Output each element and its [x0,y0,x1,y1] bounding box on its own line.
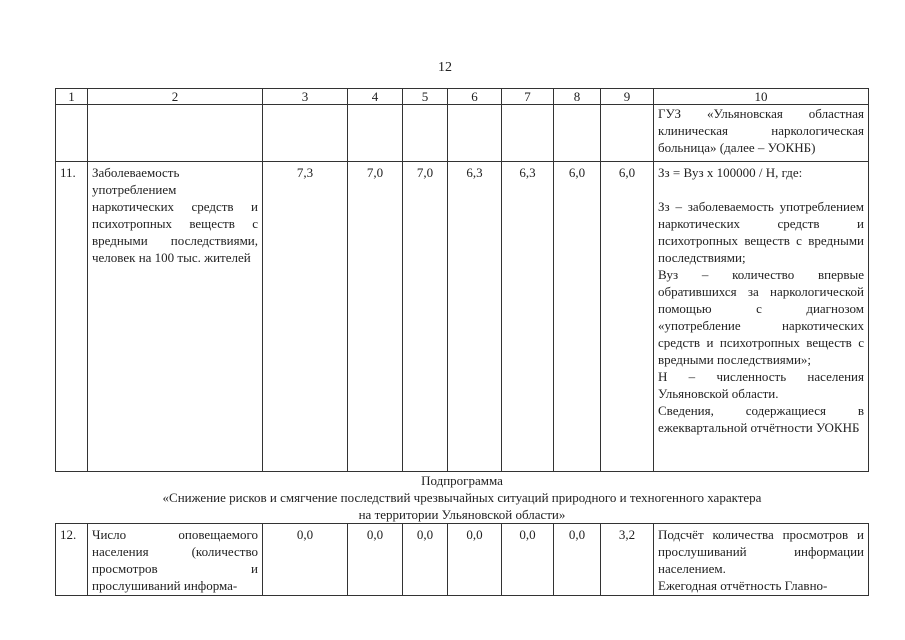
method-cell [654,162,869,472]
header-cell: 9 [601,89,654,105]
header-cell: 10 [654,89,869,105]
formula-desc: Зз – заболеваемость употреблением наркотических средств и психотропных веществ с вредными последствиями; [658,199,864,265]
table-row [56,162,869,472]
header-cell: 2 [88,89,263,105]
row-number: 12. [56,524,88,596]
header-cell: 4 [348,89,403,105]
header-cell: 1 [56,89,88,105]
subprogram-row [56,472,869,524]
value-cell: 0,0 [348,524,403,596]
header-row [56,89,869,105]
value-cell: 6,0 [601,162,654,472]
table-row [56,524,869,596]
value-cell: 0,0 [502,524,554,596]
header-cell: 6 [448,89,502,105]
value-cell: 6,3 [448,162,502,472]
value-cell: 3,2 [601,524,654,596]
value-cell: 6,0 [554,162,601,472]
formula-desc: Н – численность населения Ульяновской области. [658,369,864,401]
indicator-name: Заболеваемость употреблением наркотических средств и психотропных веществ с вредными последствиями, человек на 100 тыс. жителей [88,162,263,472]
indicator-name: Число оповещаемого населения (количество просмотров и прослушиваний информа- [88,524,263,596]
value-cell: 7,3 [263,162,348,472]
value-cell: 0,0 [448,524,502,596]
header-cell: 8 [554,89,601,105]
value-cell: 0,0 [554,524,601,596]
header-cell: 7 [502,89,554,105]
value-cell: 6,3 [502,162,554,472]
page-number: 12 [438,60,452,75]
method-desc: Ежегодная отчётность Главно- [658,578,828,593]
method-cell [654,524,869,596]
source-note: Сведения, содержащиеся в ежеквартальной отчётности УОКНБ [658,403,864,435]
method-desc: Подсчёт количества просмотров и прослушиваний информации населением. [658,527,864,576]
value-cell: 0,0 [403,524,448,596]
subprogram-title-2: на территории Ульяновской области» [358,507,566,522]
value-cell: 0,0 [263,524,348,596]
table-row-continued [56,105,869,162]
header-cell: 3 [263,89,348,105]
indicators-table [55,88,869,596]
source-cell: ГУЗ «Ульяновская областная клиническая наркологическая больница» (далее – УОКНБ) [654,105,869,162]
row-number: 11. [56,162,88,472]
formula: Зз = Вуз х 100000 / Н, где: [658,165,803,180]
value-cell: 7,0 [348,162,403,472]
subprogram-label: Подпрограмма [421,473,503,488]
value-cell: 7,0 [403,162,448,472]
formula-desc: Вуз – количество впервые обратившихся за наркологической помощью с диагнозом «употребление наркотических средств и психотропных веществ с вредными последствиями»; [658,267,864,367]
subprogram-title: «Снижение рисков и смягчение последствий чрезвычайных ситуаций природного и техногенного характера [162,490,762,505]
header-cell: 5 [403,89,448,105]
